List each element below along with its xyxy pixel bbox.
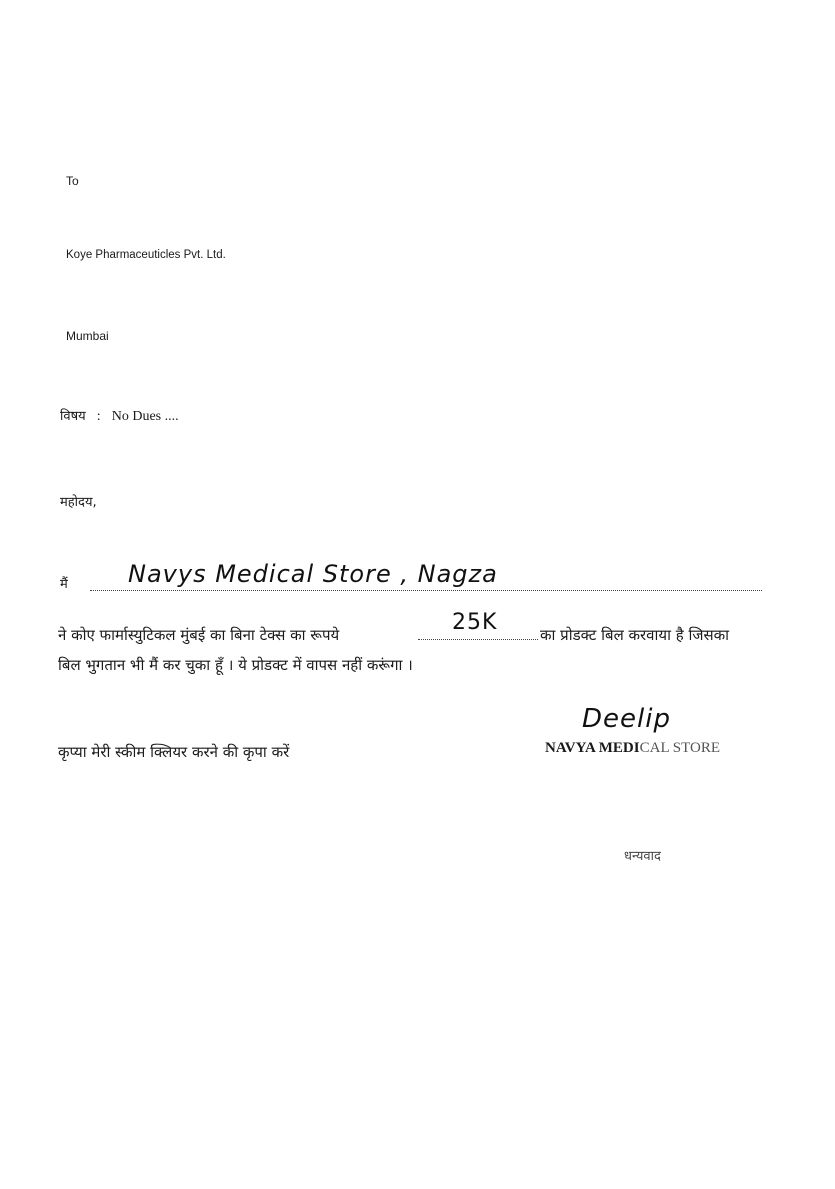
subject-separator: : [96,409,101,424]
line2-before: ने कोए फार्मास्युटिकल मुंबई का बिना टेक्स का रूपये [58,626,340,644]
line3: बिल भुगतान भी मैं कर चुका हूँ । ये प्रोडक्ट में वापस नहीं करूंगा । [58,656,413,674]
salutation: महोदय, [60,495,97,510]
amount-fill-line [418,639,538,640]
stamp-light-part: CAL STORE [639,740,721,756]
line1-prefix: मैं [60,577,68,592]
recipient-company: Koye Pharmaceuticles Pvt. Ltd. [66,249,226,261]
subject-label: विषय [60,409,86,424]
recipient-city: Mumbai [66,329,109,343]
stamp-bold-part: NAVYA MEDI [545,740,640,756]
store-name-handwritten: Navys Medical Store , Nagza [128,560,498,588]
subject-line [60,405,179,425]
store-fill-line [90,590,762,591]
closing: धन्यवाद [624,849,661,864]
signature: Deelip [582,704,671,734]
amount-handwritten: 25K [452,610,498,635]
to-label: To [66,174,79,188]
subject-text: No Dues .... [111,409,179,424]
request-line: कृप्या मेरी स्कीम क्लियर करने की कृपा करें [58,743,290,761]
store-stamp [545,740,720,757]
line2-after: का प्रोडक्ट बिल करवाया है जिसका [540,626,730,644]
